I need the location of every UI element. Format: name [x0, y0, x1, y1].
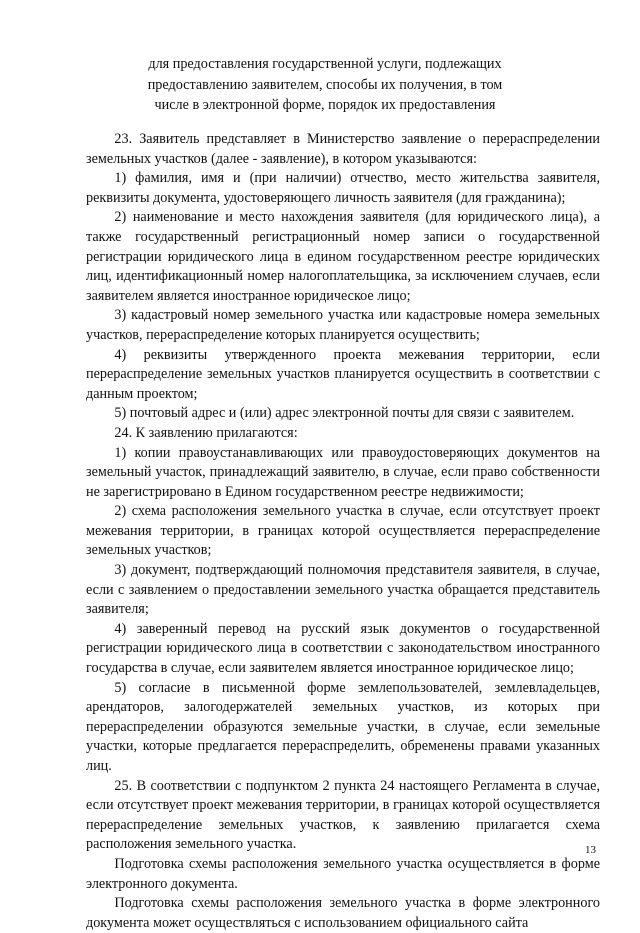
- paragraph-23-item-2: 2) наименование и место нахождения заявителя (для юридического лица), а также государственный регистрационный номер записи о государственной регистрации юридического лица в едином государственном реестре юридических лиц, идентификационный номер налогоплательщика, за исключением случаев, если заявителем является иностранное юридическое лицо;: [86, 209, 600, 304]
- section-heading: [100, 54, 550, 116]
- paragraph-25-note-2: Подготовка схемы расположения земельного участка в форме электронного документа может осуществляться с использованием официального сайта: [86, 895, 600, 931]
- paragraph-24-item-1: 1) копии правоустанавливающих или правоудостоверяющих документов на земельный участок, принадлежащий заявителю, в случае, если право собственности не зарегистрировано в Едином государственном реестре недвижимости;: [86, 444, 600, 500]
- paragraph-23-item-5: 5) почтовый адрес и (или) адрес электронной почты для связи с заявителем.: [114, 405, 575, 422]
- paragraph-23-item-1: 1) фамилия, имя и (при наличии) отчество, место жительства заявителя, реквизиты документа, удостоверяющего личность заявителя (для гражданина);: [86, 170, 600, 206]
- heading-line: числе в электронной форме, порядок их предоставления: [154, 97, 496, 113]
- document-body: [86, 130, 600, 933]
- paragraph-24-item-3: 3) документ, подтверждающий полномочия представителя заявителя, в случае, если с заявлением о предоставлении земельного участка обращается представитель заявителя;: [86, 562, 600, 618]
- paragraph-23-item-3: 3) кадастровый номер земельного участка или кадастровые номера земельных участков, перераспределение которых планируется осуществить;: [86, 307, 600, 343]
- paragraph-24: 24. К заявлению прилагаются:: [114, 424, 298, 441]
- paragraph-23-item-4: 4) реквизиты утвержденного проекта межевания территории, если перераспределение земельных участков планируется осуществить в соответствии с данным проектом;: [86, 346, 600, 402]
- paragraph-23: 23. Заявитель представляет в Министерство заявление о перераспределении земельных участков (далее - заявление), в котором указываются:: [86, 131, 600, 167]
- heading-line: для предоставления государственной услуги, подлежащих: [148, 56, 502, 72]
- paragraph-24-item-4: 4) заверенный перевод на русский язык документов о государственной регистрации юридического лица в соответствии с законодательством иностранного государства в случае, если заявителем является иностранное юридическое лицо;: [86, 620, 600, 677]
- paragraph-25-note-1: Подготовка схемы расположения земельного участка осуществляется в форме электронного документа.: [86, 855, 600, 892]
- paragraph-24-item-5: 5) согласие в письменной форме землепользователей, землевладельцев, арендаторов, залогодержателей земельных участков, из которых при перераспределении образуются земельные участки, в случае, если земельные участки, которые предлагается перераспределить, обременены правами указанных лиц.: [86, 679, 600, 774]
- heading-line: предоставлению заявителем, способы их получения, в том: [147, 76, 503, 93]
- paragraph-24-item-2: 2) схема расположения земельного участка в случае, если отсутствует проект межевания территории, в границах которой осуществляется перераспределение земельных участков;: [86, 503, 600, 559]
- page-number: 13: [585, 844, 596, 856]
- paragraph-25: 25. В соответствии с подпунктом 2 пункта 24 настоящего Регламента в случае, если отсутствует проект межевания территории, в границах которой осуществляется перераспределение земельных участков, к заявлению прилагается схема расположения земельного участка.: [86, 777, 600, 853]
